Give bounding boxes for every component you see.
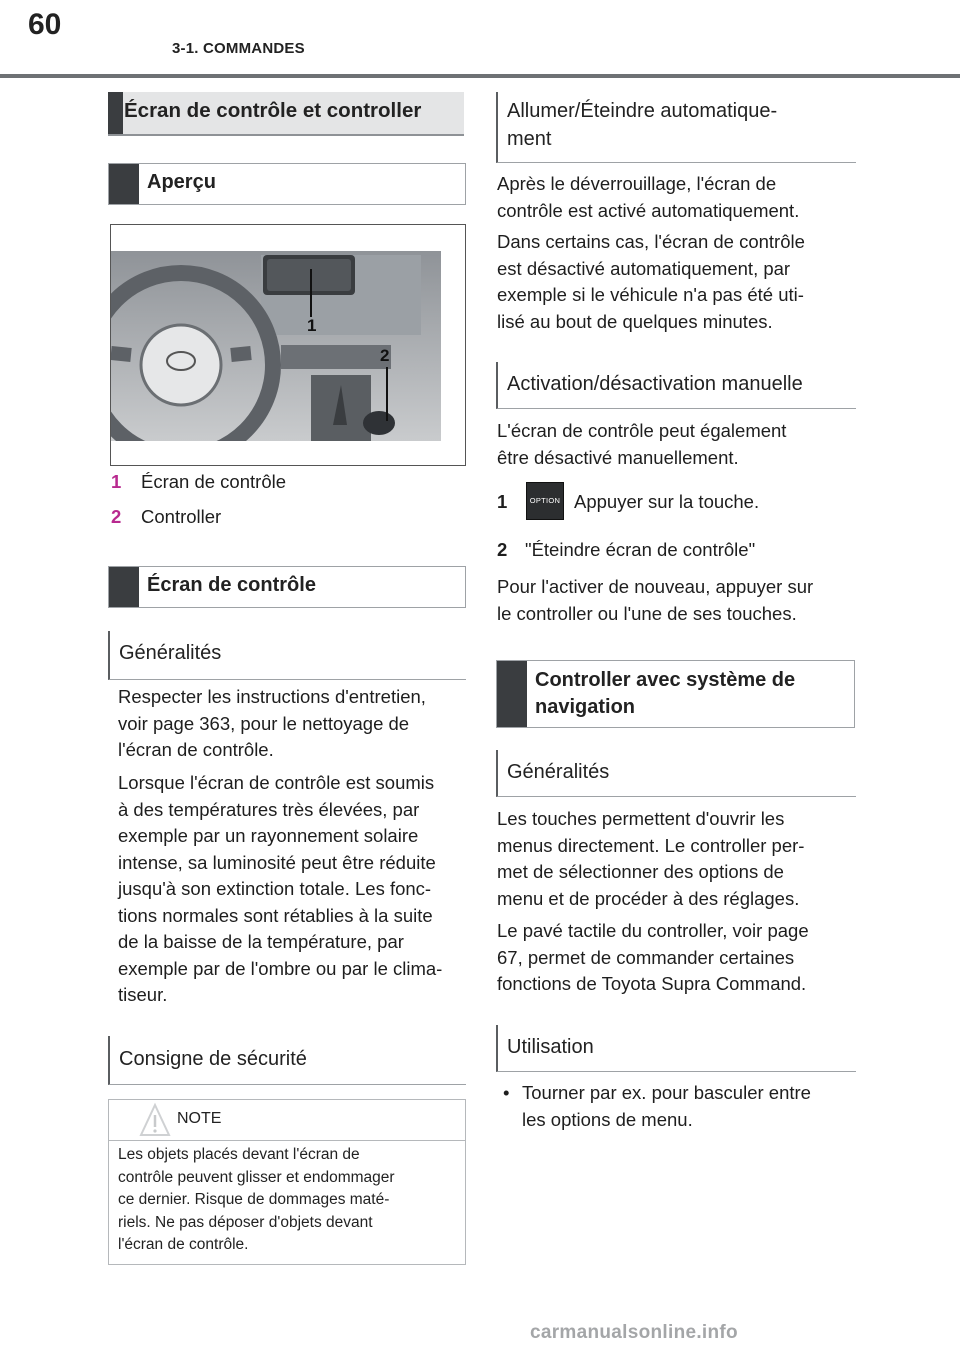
main-heading <box>108 92 464 136</box>
heading-bar <box>108 92 123 134</box>
securite-heading: Consigne de sécurité <box>108 1036 466 1085</box>
page-number: 60 <box>28 8 62 41</box>
generalites-heading-left: Généralités <box>108 631 466 680</box>
callout-1: 1 <box>307 316 317 335</box>
right-paragraph-5: Les touches permettent d'ouvrir les menus directement. Le controller per- met de sélectionner des options de menu et de procéder à des réglages. <box>497 808 805 909</box>
right-paragraph-4: Pour l'activer de nouveau, appuyer sur le controller ou l'une de ses touches. <box>497 576 814 624</box>
note-text: Les objets placés devant l'écran de contrôle peuvent glisser et endommager ce dernier. Risque de dommages maté- riels. Ne pas déposer d'objets devant l'écran de contrôle. <box>118 1146 395 1253</box>
left-paragraph-2: Lorsque l'écran de contrôle est soumis à des températures très élevées, par exemple par un rayonnement solaire intense, sa luminosité peut être réduite jusqu'à son extinction totale. Les fonc- tions normales sont rétablies à la suite de la baisse de la température, par exemple par de l'ombre ou par le clima- tiseur. <box>118 772 443 1005</box>
legend-item-2: 2 Controller <box>111 506 222 527</box>
option-button-icon: OPTION <box>526 482 564 520</box>
left-paragraph-1: Respecter les instructions d'entretien, voir page 363, pour le nettoyage de l'écran de contrôle. <box>118 686 426 760</box>
step-2: 2 "Éteindre écran de contrôle" <box>497 539 756 560</box>
footer-watermark: carmanualsonline.info <box>530 1322 738 1343</box>
auto-heading: Allumer/Éteindre automatique- ment <box>496 92 856 163</box>
right-paragraph-3: L'écran de contrôle peut également être désactivé manuellement. <box>497 420 787 468</box>
apercu-heading <box>108 163 466 205</box>
right-paragraph-2: Dans certains cas, l'écran de contrôle est désactivé automatiquement, par exemple si le véhicule n'a pas été uti- lisé au bout de quelques minutes. <box>497 231 805 332</box>
header-divider <box>0 74 960 78</box>
note-box <box>108 1099 466 1265</box>
warning-triangle-icon <box>139 1102 171 1138</box>
note-header <box>109 1100 465 1141</box>
ecran-heading <box>108 566 466 608</box>
main-heading-text: Écran de contrôle et controller <box>124 99 422 122</box>
right-paragraph-6: Le pavé tactile du controller, voir page 67, permet de commander certaines fonctions de Toyota Supra Command. <box>497 920 809 994</box>
ecran-heading-text: Écran de contrôle <box>147 574 316 596</box>
generalites-heading-right: Généralités <box>496 750 856 797</box>
nav-heading: Controller avec système de navigation <box>496 660 855 728</box>
chapter-title: 3-1. COMMANDES <box>172 40 305 57</box>
manual-heading: Activation/désactivation manuelle <box>496 362 856 409</box>
apercu-heading-text: Aperçu <box>147 171 216 193</box>
legend-item-1: 1 Écran de contrôle <box>111 471 287 492</box>
bullet-mark: • <box>503 1082 510 1103</box>
note-title: NOTE <box>177 1110 222 1127</box>
utilisation-heading: Utilisation <box>496 1025 856 1072</box>
right-paragraph-1: Après le déverrouillage, l'écran de contrôle est activé automatiquement. <box>497 173 800 221</box>
dashboard-figure <box>110 224 466 466</box>
callout-2: 2 <box>380 346 390 365</box>
dashboard-illustration <box>111 225 465 465</box>
